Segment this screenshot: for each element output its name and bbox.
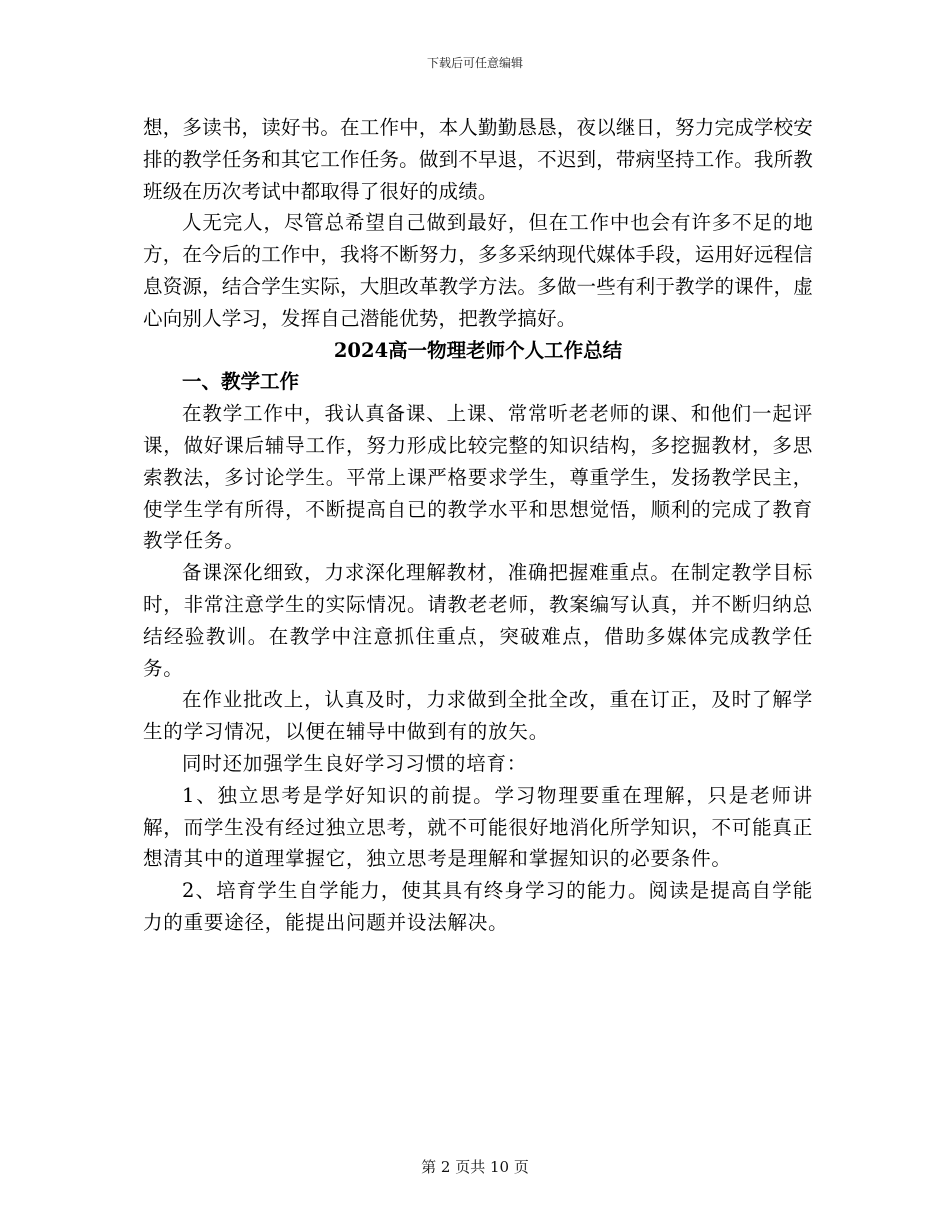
paragraph-7: 1、独立思考是学好知识的前提。学习物理要重在理解，只是老师讲解，而学生没有经过独立思考，就不可能很好地消化所学知识，不可能真正想清其中的道理掌握它，独立思考是理解和掌握知识的必要条件。 — [143, 783, 813, 871]
paragraph-2: 人无完人，尽管总希望自己做到最好，但在工作中也会有许多不足的地方，在今后的工作中，我将不断努力，多多采纳现代媒体手段，运用好远程信息资源，结合学生实际，大胆改革教学方法。多做一些有利于教学的课件，虚心向别人学习，发挥自己潜能优势，把教学搞好。 — [143, 211, 813, 330]
paragraph-3: 在教学工作中，我认真备课、上课、常常听老老师的课、和他们一起评课，做好课后辅导工作，努力形成比较完整的知识结构，多挖掘教材，多思索教法，多讨论学生。平常上课严格要求学生，尊重学生，发扬教学民主，使学生学有所得，不断提高自已的教学水平和思想觉悟，顺利的完成了教育教学任务。 — [143, 402, 813, 553]
paragraph-8: 2、培育学生自学能力，使其具有终身学习的能力。阅读是提高自学能力的重要途径，能提出问题并设法解决。 — [143, 879, 813, 934]
page-footer: 第 2 页共 10 页 — [421, 1158, 529, 1176]
section-heading: 一、教学工作 — [182, 370, 300, 394]
page-header: 下载后可任意编辑 — [426, 56, 523, 70]
document-title: 2024高一物理老师个人工作总结 — [333, 338, 623, 362]
paragraph-5: 在作业批改上，认真及时，力求做到全批全改，重在订正，及时了解学生的学习情况，以便在辅导中做到有的放矢。 — [143, 688, 813, 744]
paragraph-6: 同时还加强学生良好学习习惯的培育： — [182, 751, 528, 775]
paragraph-1: 想，多读书，读好书。在工作中，本人勤勤恳恳，夜以继日，努力完成学校安排的教学任务和其它工作任务。做到不早退，不迟到，带病坚持工作。我所教班级在历次考试中都取得了很好的成绩。 — [143, 116, 813, 203]
document-body — [143, 112, 813, 939]
paragraph-4: 备课深化细致，力求深化理解教材，准确把握难重点。在制定教学目标时，非常注意学生的实际情况。请教老老师，教案编写认真，并不断归纳总结经验教训。在教学中注意抓住重点，突破难点，借助多媒体完成教学任务。 — [143, 561, 813, 680]
